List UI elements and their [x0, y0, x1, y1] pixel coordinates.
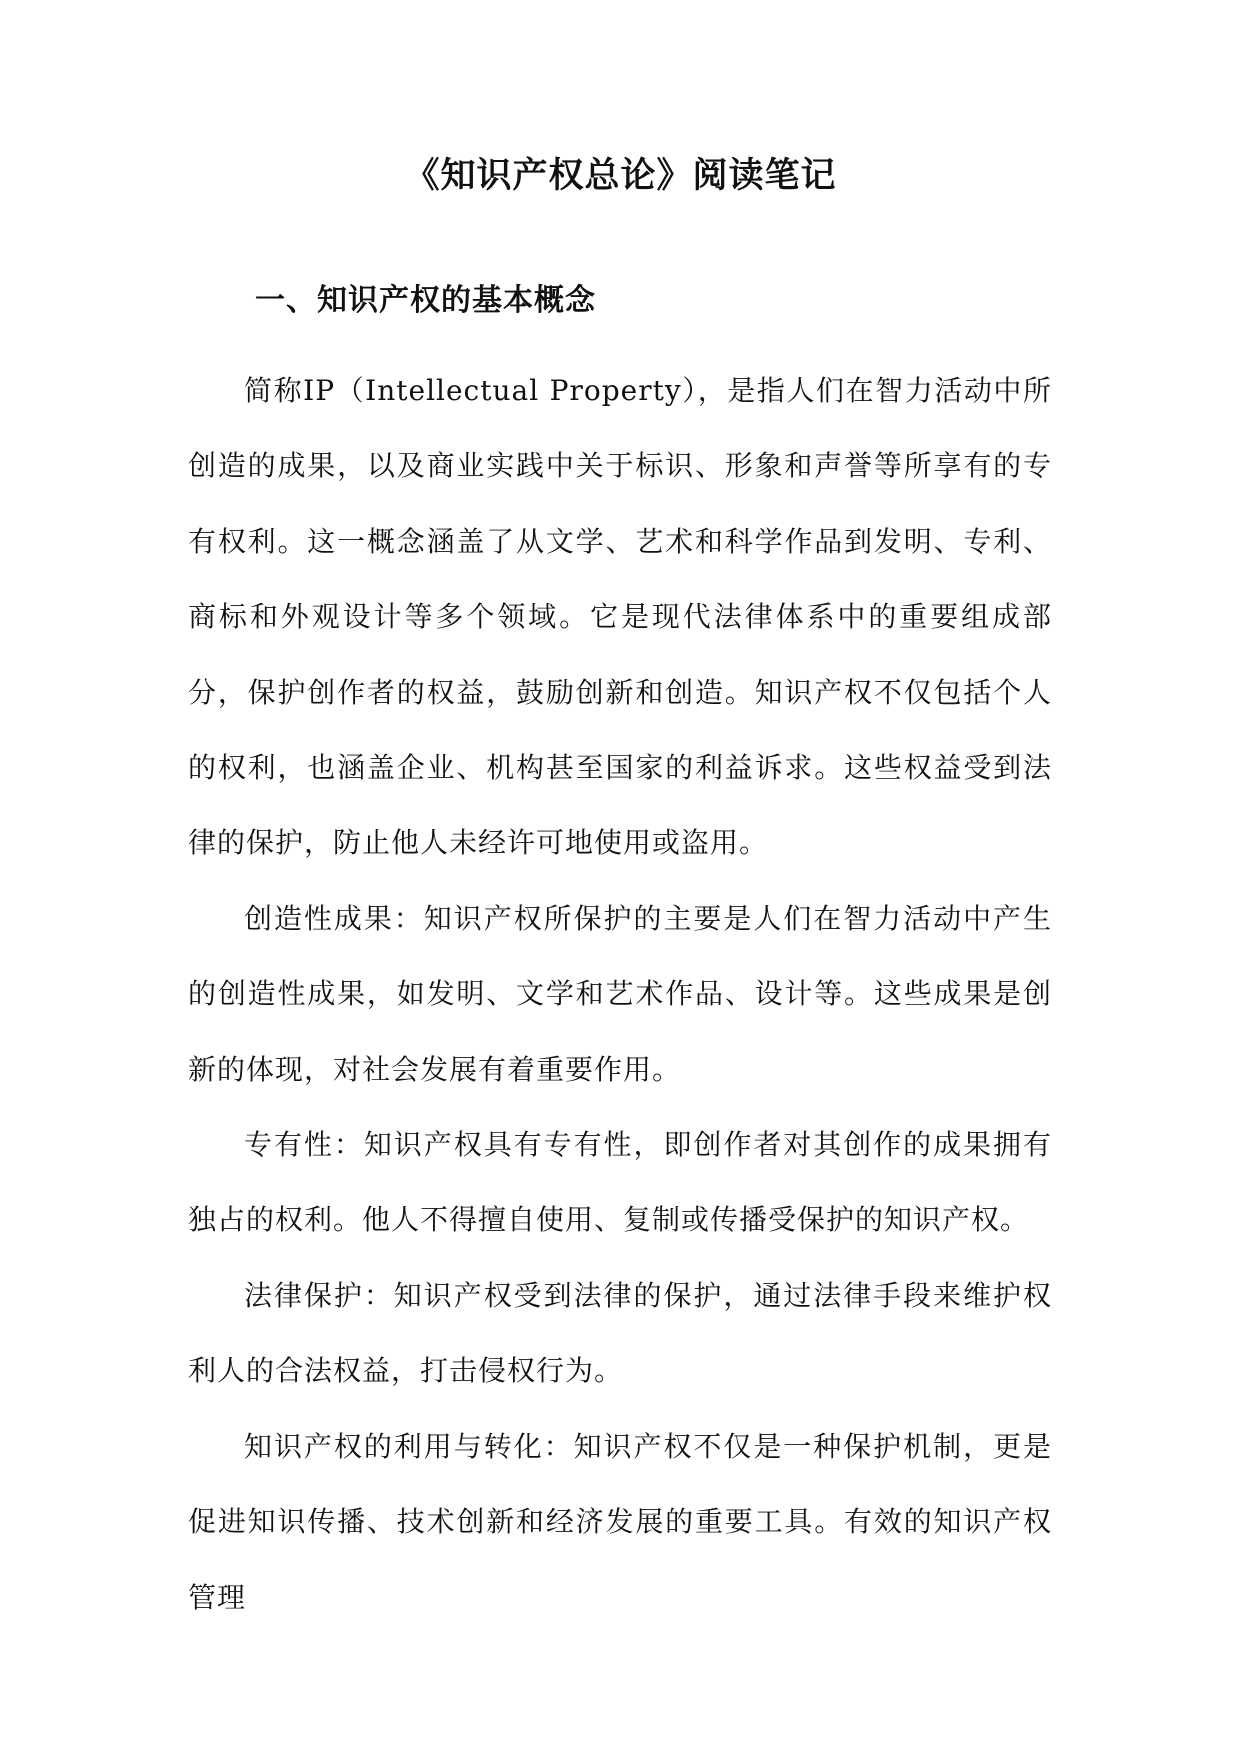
paragraph-legal-protection: 法律保护：知识产权受到法律的保护，通过法律手段来维护权利人的合法权益，打击侵权行为。: [188, 1278, 1052, 1388]
paragraph-exclusivity: 专有性：知识产权具有专有性，即创作者对其创作的成果拥有独占的权利。他人不得擅自使用、复制或传播受保护的知识产权。: [188, 1128, 1052, 1237]
paragraph-creative-results: 创造性成果：知识产权所保护的主要是人们在智力活动中产生的创造性成果，如发明、文学和艺术作品、设计等。这些成果是创新的体现，对社会发展有着重要作用。: [188, 901, 1052, 1086]
section-heading: 一、知识产权的基本概念: [255, 283, 596, 318]
paragraph-ip-definition: 简称IP（Intellectual Property），是指人们在智力活动中所创造的成果，以及商业实践中关于标识、形象和声誉等所享有的专有权利。这一概念涵盖了从文学、艺术和科学作品到发明、专利、商标和外观设计等多个领域。它是现代法律体系中的重要组成部分，保护创作者的权益，鼓励创新和创造。知识产权不仅包括个人的权利，也涵盖企业、机构甚至国家的利益诉求。这些权益受到法律的保护，防止他人未经许可地使用或盗用。: [188, 374, 1052, 860]
document-title: 《知识产权总论》阅读笔记: [404, 155, 837, 196]
paragraph-utilization: 知识产权的利用与转化：知识产权不仅是一种保护机制，更是促进知识传播、技术创新和经济发展的重要工具。有效的知识产权管理: [188, 1429, 1052, 1614]
body-text: [188, 353, 1052, 1635]
